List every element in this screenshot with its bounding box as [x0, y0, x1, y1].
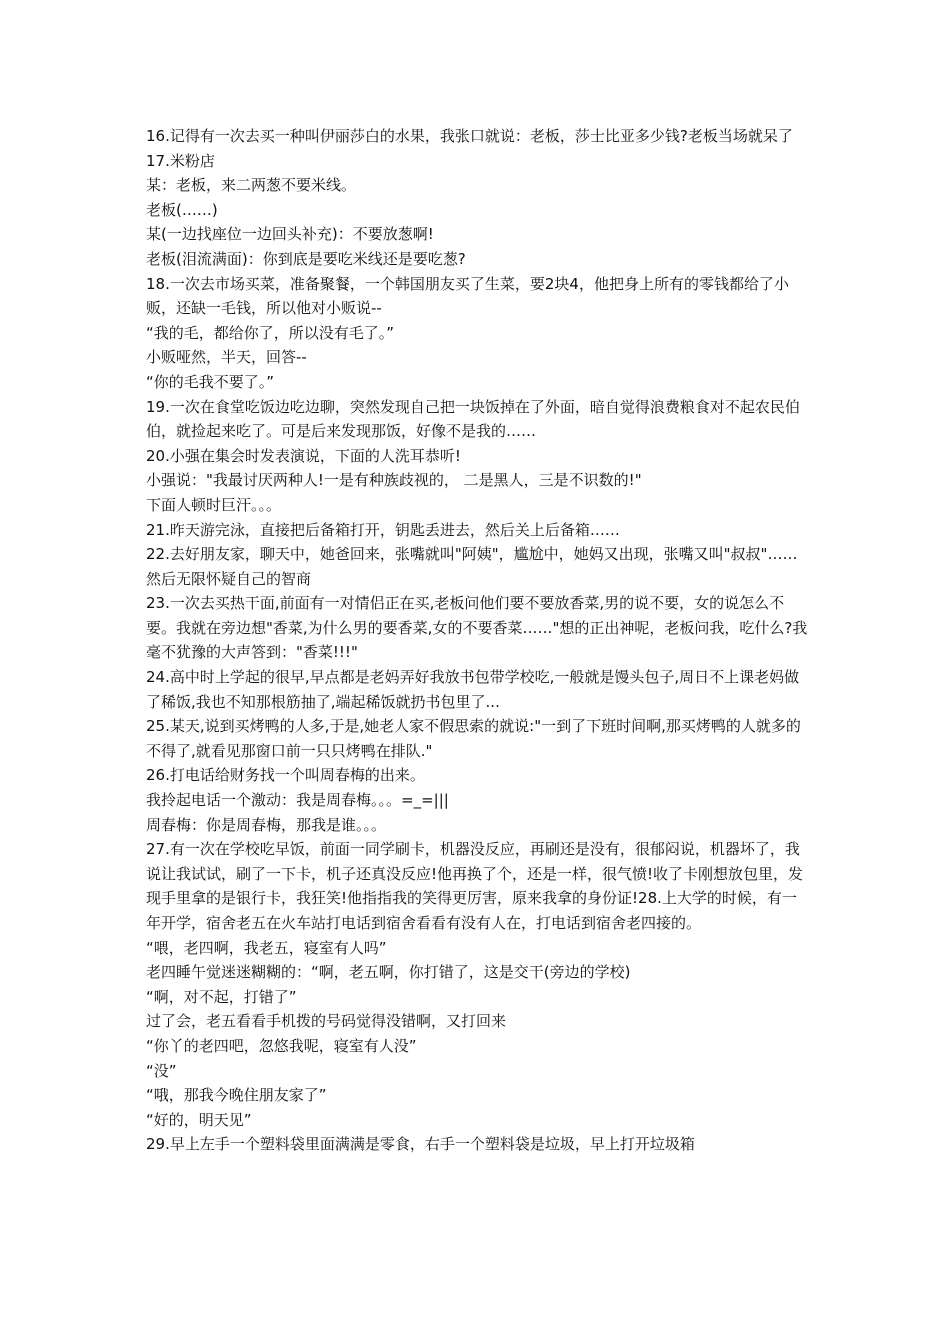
- text-line: 老板(泪流满面)：你到底是要吃米线还是要吃葱?: [146, 249, 466, 268]
- text-line: 23.一次去买热干面,前面有一对情侣正在买,老板问他们要不要放香菜,男的说不要，女的说怎么不要。我就在旁边想"香菜,为什么男的要香菜,女的不要香菜……"想的正出神呢，老板问我，吃什么?我毫不犹豫的大声答到："香菜!!!": [146, 594, 808, 662]
- text-line: 某：老板，来二两葱不要米线。: [146, 176, 357, 195]
- text-line: 下面人顿时巨汗。。。: [146, 495, 282, 514]
- text-line: 我拎起电话一个激动：我是周春梅。。。=_=|||: [146, 791, 449, 810]
- text-line: “你丫的老四吧，忽悠我呢，寝室有人没”: [146, 1036, 417, 1055]
- text-line: 小强说："我最讨厌两种人!一是有种族歧视的， 二是黑人，三是不识数的!": [146, 471, 642, 490]
- document-body: [146, 124, 810, 1157]
- text-line: 某(一边找座位一边回头补充)：不要放葱啊!: [146, 225, 434, 244]
- text-line: “喂，老四啊，我老五，寝室有人吗”: [146, 938, 387, 957]
- text-line: 老四睡午觉迷迷糊糊的：“啊，老五啊，你打错了，这是交干(旁边的学校): [146, 963, 631, 982]
- text-line: 29.早上左手一个塑料袋里面满满是零食，右手一个塑料袋是垃圾，早上打开垃圾箱: [146, 1135, 695, 1154]
- text-line: 老板(……): [146, 200, 218, 219]
- text-line: “好的，明天见”: [146, 1110, 252, 1129]
- text-line: 20.小强在集会时发表演说，下面的人洗耳恭听!: [146, 446, 461, 465]
- text-line: 周春梅：你是周春梅，那我是谁。。。: [146, 815, 387, 834]
- text-line: 17.米粉店: [146, 151, 215, 170]
- text-line: 26.打电话给财务找一个叫周春梅的出来。: [146, 766, 425, 785]
- text-line: “没”: [146, 1061, 177, 1080]
- text-line: 18.一次去市场买菜，准备聚餐，一个韩国朋友买了生菜，要2块4，他把身上所有的零钱都给了小贩，还缺一毛钱，所以他对小贩说--: [146, 274, 789, 318]
- text-line: “啊，对不起，打错了”: [146, 987, 297, 1006]
- text-line: 27.有一次在学校吃早饭，前面一同学刷卡，机器没反应，再刷还是没有，很郁闷说，机器坏了，我说让我试试，刷了一下卡，机子还真没反应!他再换了个，还是一样，很气愤!收了卡刚想放包里，发现手里拿的是银行卡，我狂笑!他指指我的笑得更厉害，原来我拿的身份证!28.上大学的时候，有一年开学，宿舍老五在火车站打电话到宿舍看看有没有人在，打电话到宿舍老四接的。: [146, 840, 804, 932]
- text-line: “哦，那我今晚住朋友家了”: [146, 1086, 327, 1105]
- text-line: 19.一次在食堂吃饭边吃边聊，突然发现自己把一块饭掉在了外面，暗自觉得浪费粮食对不起农民伯伯，就捡起来吃了。可是后来发现那饭，好像不是我的……: [146, 397, 800, 441]
- text-line: 22.去好朋友家，聊天中，她爸回来，张嘴就叫"阿姨"，尴尬中，她妈又出现，张嘴又叫"叔叔"……然后无限怀疑自己的智商: [146, 545, 798, 588]
- text-line: 小贩哑然，半天，回答--: [146, 348, 307, 367]
- text-line: 16.记得有一次去买一种叫伊丽莎白的水果，我张口就说：老板，莎士比亚多少钱?老板当场就呆了: [146, 127, 793, 145]
- text-line: 过了会，老五看看手机拨的号码觉得没错啊，又打回来: [146, 1012, 507, 1031]
- text-line: 25.某天,说到买烤鸭的人多,于是,她老人家不假思索的就说:"一到了下班时间啊,那买烤鸭的人就多的不得了,就看见那窗口前一只只烤鸭在排队.": [146, 717, 801, 760]
- text-line: “我的毛，都给你了，所以没有毛了。”: [146, 323, 395, 342]
- text-line: 21.昨天游完泳，直接把后备箱打开，钥匙丢进去，然后关上后备箱……: [146, 520, 620, 539]
- text-line: “你的毛我不要了。”: [146, 372, 275, 391]
- text-line: 24.高中时上学起的很早,早点都是老妈弄好我放书包带学校吃,一般就是馒头包子,周日不上课老妈做了稀饭,我也不知那根筋抽了,端起稀饭就扔书包里了...: [146, 668, 800, 711]
